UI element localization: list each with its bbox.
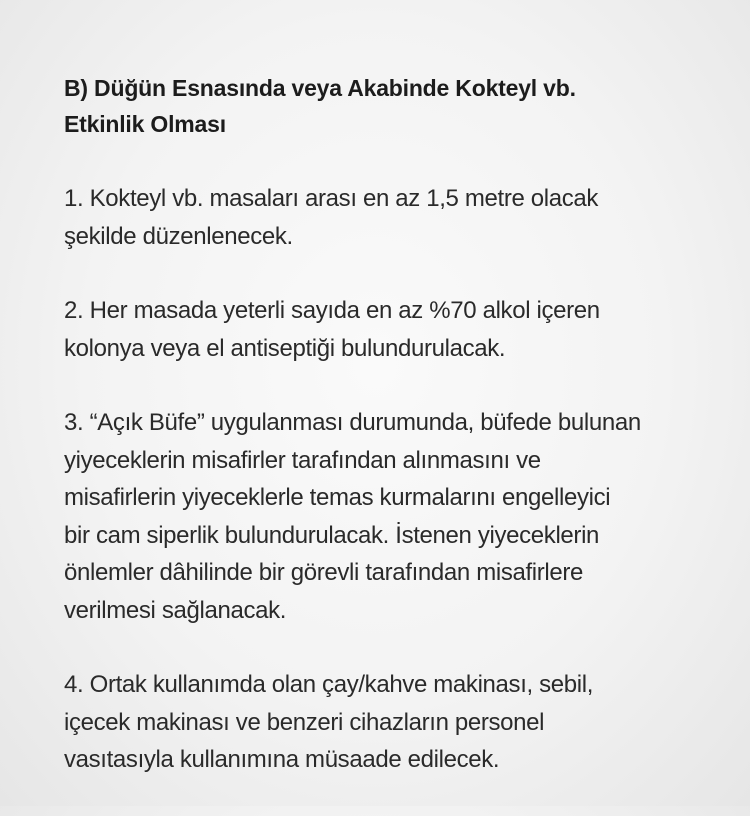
rule-line: 1. Kokteyl vb. masaları arası en az 1,5 metre olacak	[64, 185, 599, 212]
rule-line: önlemler dâhilinde bir görevli tarafından misafirlere	[64, 559, 584, 586]
rule-line: yiyeceklerin misafirler tarafından alınmasını ve	[64, 446, 541, 474]
document-body	[64, 70, 724, 816]
section-heading	[64, 70, 724, 142]
rule-line: kolonya veya el antiseptiği bulundurulacak.	[64, 334, 506, 362]
rule-item-1	[64, 180, 724, 255]
rule-line: 4. Ortak kullanımda olan çay/kahve makinası, sebil,	[64, 671, 594, 698]
rule-line: verilmesi sağlanacak.	[64, 596, 287, 624]
rule-line: 3. “Açık Büfe” uygulanması durumunda, büfede bulunan	[64, 409, 641, 436]
rule-line: misafirlerin yiyeceklerle temas kurmalarını engelleyici	[64, 484, 611, 511]
rule-line: 2. Her masada yeterli sayıda en az %70 alkol içeren	[64, 297, 600, 324]
rule-item-4	[64, 666, 724, 779]
rule-item-3	[64, 404, 724, 629]
heading-line: Etkinlik Olması	[64, 111, 226, 137]
rule-line: şekilde düzenlenecek.	[64, 222, 293, 250]
heading-line: B) Düğün Esnasında veya Akabinde Kokteyl vb.	[64, 75, 576, 101]
rule-line: vasıtasıyla kullanımına müsaade edilecek.	[64, 746, 500, 773]
rule-line: içecek makinası ve benzeri cihazların personel	[64, 708, 545, 736]
rule-line: bir cam siperlik bulundurulacak. İstenen yiyeceklerin	[64, 521, 600, 549]
rule-item-2	[64, 292, 724, 367]
